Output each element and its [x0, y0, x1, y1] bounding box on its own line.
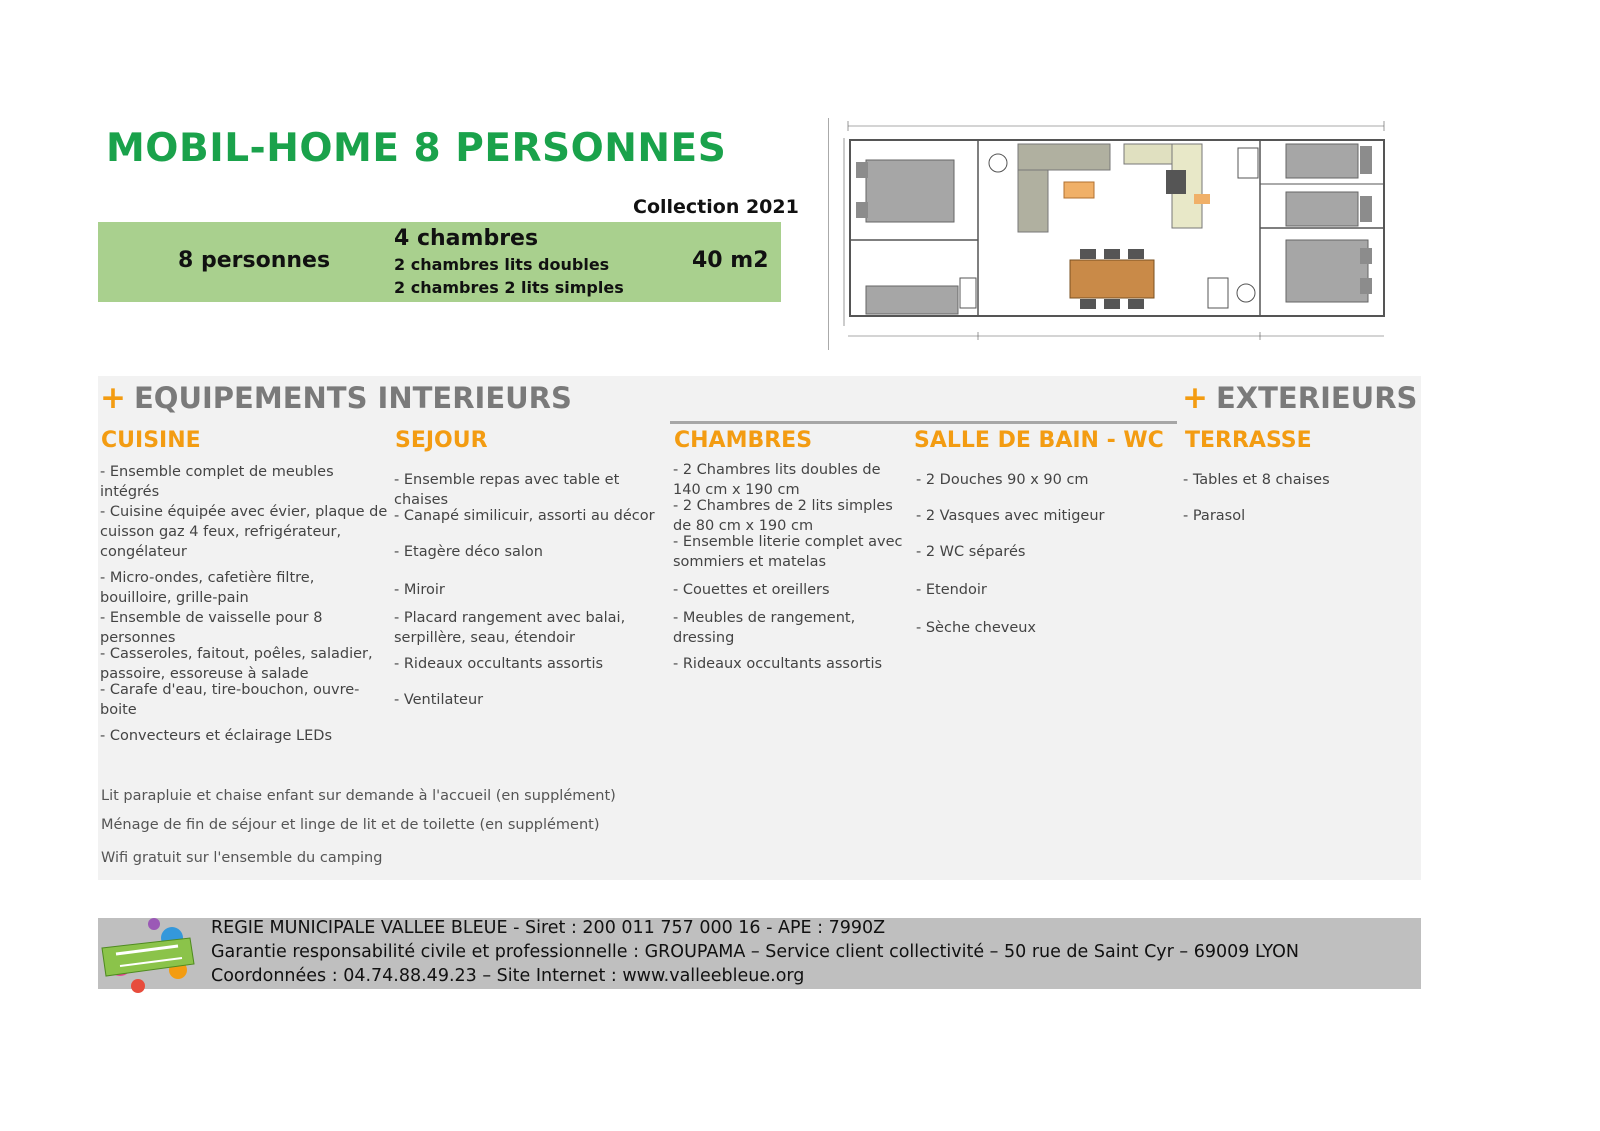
- exterior-heading: + EXTERIEURS: [1182, 380, 1418, 416]
- summary-banner: [98, 222, 781, 302]
- plus-icon: +: [1182, 380, 1208, 416]
- rooms-line-double: 2 chambres lits doubles: [394, 255, 610, 274]
- list-item: - Miroir: [394, 582, 445, 598]
- list-item: - Parasol: [1183, 508, 1246, 524]
- rooms-title: 4 chambres: [394, 226, 539, 251]
- footer-insurance-line: Garantie responsabilité civile et professionnelle : GROUPAMA – Service client collectivité – 50 rue de Saint Cyr – 69009 LYON: [211, 942, 1299, 962]
- list-item: - 2 Chambres lits doubles de 140 cm x 190 cm: [673, 462, 881, 498]
- list-item: - Ensemble de vaisselle pour 8 personnes: [100, 610, 323, 646]
- footer-bar: [98, 918, 1421, 989]
- list-item: - Tables et 8 chaises: [1183, 472, 1330, 488]
- list-item: - Etendoir: [916, 582, 987, 598]
- note-baby-equipment: Lit parapluie et chaise enfant sur demande à l'accueil (en supplément): [101, 788, 616, 804]
- section-divider: [670, 421, 1177, 424]
- plus-icon: +: [100, 380, 126, 416]
- collection-label: Collection 2021: [633, 196, 799, 218]
- list-item: - Placard rangement avec balai, serpillère, seau, étendoir: [394, 610, 626, 646]
- floor-plan-drawing: [828, 118, 1400, 350]
- list-item: - Rideaux occultants assortis: [673, 656, 883, 672]
- list-item: - Micro-ondes, cafetière filtre, bouilloire, grille-pain: [100, 570, 315, 606]
- page-title: MOBIL-HOME 8 PERSONNES: [106, 126, 727, 171]
- salle-de-bain-heading: SALLE DE BAIN - WC: [914, 428, 1164, 453]
- list-item: - Carafe d'eau, tire-bouchon, ouvre-boite: [100, 682, 360, 718]
- list-item: - Rideaux occultants assortis: [394, 656, 604, 672]
- sejour-heading: SEJOUR: [395, 428, 488, 453]
- terrasse-heading: TERRASSE: [1185, 428, 1312, 453]
- list-item: - Etagère déco salon: [394, 544, 543, 560]
- list-item: - Canapé similicuir, assorti au décor: [394, 508, 655, 524]
- persons-count: 8 personnes: [178, 248, 331, 273]
- list-item: - Ensemble complet de meubles intégrés: [100, 464, 334, 500]
- rooms-line-single: 2 chambres 2 lits simples: [394, 278, 624, 297]
- list-item: - Convecteurs et éclairage LEDs: [100, 728, 333, 744]
- list-item: - Sèche cheveux: [916, 620, 1037, 636]
- list-item: - 2 Vasques avec mitigeur: [916, 508, 1105, 524]
- list-item: - 2 WC séparés: [916, 544, 1026, 560]
- chambres-heading: CHAMBRES: [674, 428, 813, 453]
- list-item: - Couettes et oreillers: [673, 582, 830, 598]
- list-item: - Meubles de rangement, dressing: [673, 610, 856, 646]
- camping-logo: [98, 914, 198, 994]
- note-wifi: Wifi gratuit sur l'ensemble du camping: [101, 850, 383, 866]
- list-item: - Ventilateur: [394, 692, 484, 708]
- list-item: - Ensemble literie complet avec sommiers et matelas: [673, 534, 903, 570]
- interior-equipment-heading: + EQUIPEMENTS INTERIEURS: [100, 380, 572, 416]
- cuisine-heading: CUISINE: [101, 428, 201, 453]
- surface-area: 40 m2: [692, 248, 769, 273]
- list-item: - 2 Chambres de 2 lits simples de 80 cm x 190 cm: [673, 498, 893, 534]
- list-item: - Casseroles, faitout, poêles, saladier, passoire, essoreuse à salade: [100, 646, 373, 682]
- footer-contact-line: Coordonnées : 04.74.88.49.23 – Site Internet : www.valleebleue.org: [211, 966, 805, 986]
- list-item: - Ensemble repas avec table et chaises: [394, 472, 620, 508]
- note-cleaning-linen: Ménage de fin de séjour et linge de lit et de toilette (en supplément): [101, 817, 600, 833]
- list-item: - 2 Douches 90 x 90 cm: [916, 472, 1089, 488]
- list-item: - Cuisine équipée avec évier, plaque de cuisson gaz 4 feux, refrigérateur, congélateur: [100, 504, 388, 560]
- footer-company-line: REGIE MUNICIPALE VALLEE BLEUE - Siret : 200 011 757 000 16 - APE : 7990Z: [211, 918, 886, 938]
- equipment-panel: [98, 376, 1421, 880]
